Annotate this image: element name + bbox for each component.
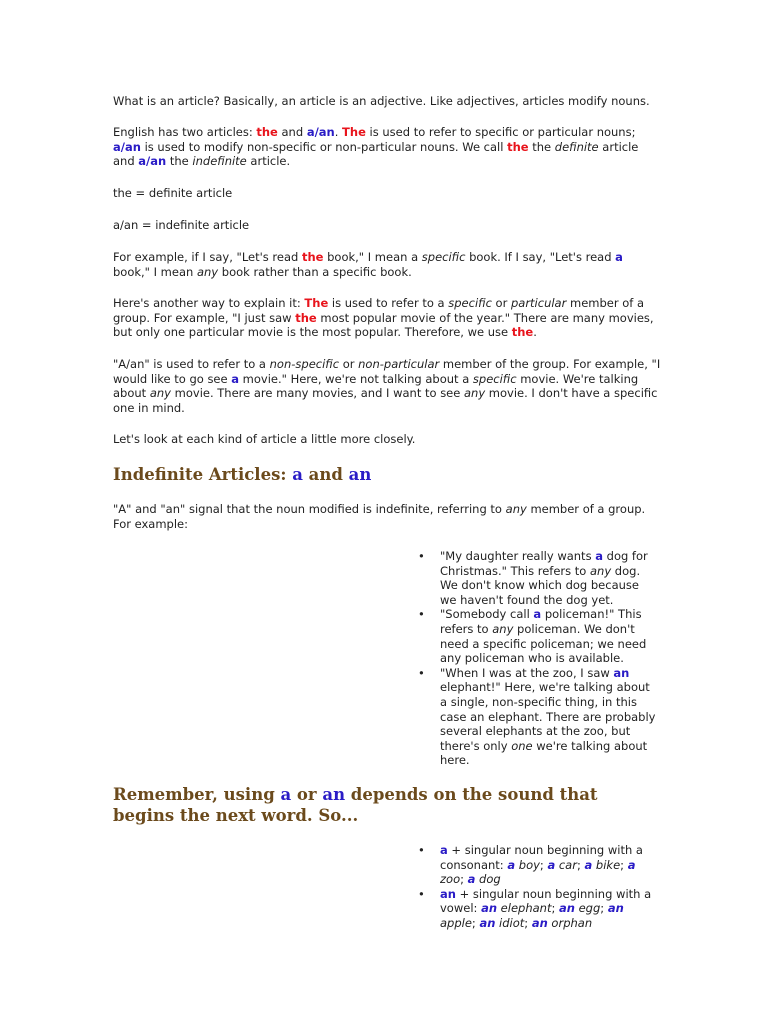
another-way-paragraph <box>113 296 661 340</box>
separator: ; <box>551 901 559 916</box>
heading-text: and <box>302 465 349 484</box>
article-the: the <box>301 250 324 264</box>
text: movie. I don't have a specific one in mind. <box>113 386 658 415</box>
article-an: an <box>607 901 624 916</box>
list-item <box>418 666 658 768</box>
article-a: a <box>280 785 292 804</box>
list-item <box>418 887 658 931</box>
bullet: • <box>418 843 425 857</box>
article-a: a <box>507 857 516 872</box>
text: book rather than a specific book. <box>218 264 412 279</box>
list-item <box>418 607 658 665</box>
article-a: a <box>292 465 303 484</box>
article-the: The <box>342 125 366 139</box>
closer-look-paragraph: Let's look at each kind of article a little more closely. <box>113 432 416 446</box>
text: + singular noun beginning with a consonant: <box>440 843 643 872</box>
text: elephant!" Here, we're talking about a single, non-specific thing, in this case an elephant. There are probably several elephants at the zoo, but there's only <box>440 680 656 753</box>
list-item <box>418 549 658 607</box>
text: the <box>528 139 555 154</box>
example-paragraph <box>113 250 661 279</box>
heading-text: Indefinite Articles: <box>113 465 293 484</box>
text: we're talking about here. <box>440 738 648 768</box>
remember-heading <box>113 784 653 826</box>
emphasis: any <box>149 386 171 401</box>
text: movie. We're talking about <box>113 371 639 401</box>
text: member of a group. For example: <box>113 502 646 531</box>
definite-article-line: the = definite article <box>113 186 233 200</box>
bullet: • <box>418 665 425 680</box>
emphasis: non-particular <box>358 357 440 371</box>
two-articles-paragraph <box>113 125 661 169</box>
example-noun: bike <box>592 857 621 872</box>
article-a: a <box>467 872 476 887</box>
indefinite-articles-heading <box>113 464 653 485</box>
text: book. If I say, "Let's read <box>465 250 616 264</box>
text: dog for Christmas." This refers to <box>440 549 648 578</box>
emphasis: particular <box>510 296 567 310</box>
text: "A/an" is used to refer to a <box>113 357 270 371</box>
emphasis: non-specific <box>269 357 340 371</box>
separator: ; <box>460 872 468 887</box>
text: is used to refer to a <box>328 296 449 310</box>
article-an: an <box>531 915 548 930</box>
article-a: a <box>584 857 593 872</box>
heading-text: Remember, using <box>113 785 281 804</box>
article-a-an: a/an <box>138 154 167 169</box>
separator: ; <box>620 857 628 872</box>
heading-text: or <box>291 785 323 804</box>
separator: ; <box>600 901 608 916</box>
example-noun: car <box>555 857 577 872</box>
text: "When I was at the zoo, I saw <box>440 665 614 680</box>
text: English has two articles: <box>113 125 257 139</box>
intro-paragraph: What is an article? Basically, an article is an adjective. Like adjectives, articles modify nouns. <box>113 94 650 108</box>
text: member of a group. For example, "I just saw <box>113 296 645 325</box>
article-an: an <box>558 901 575 916</box>
emphasis: indefinite <box>192 154 247 169</box>
text: or <box>339 357 359 371</box>
article-an: an <box>322 785 346 804</box>
article-an: an <box>440 886 456 901</box>
emphasis: any <box>505 502 527 516</box>
heading-text: depends on the sound that begins the next word. So... <box>113 785 598 825</box>
text: movie. There are many movies, and I want to see <box>171 386 464 401</box>
text: most popular movie of the year." There are many movies, but only one particular movie is the most popular. Therefore, we use <box>113 310 654 340</box>
text: article. <box>246 154 291 169</box>
article-a: a <box>615 250 623 264</box>
article-an: an <box>348 465 372 484</box>
example-noun: elephant <box>497 901 552 916</box>
emphasis: any <box>464 386 486 401</box>
text: policeman. We don't need a specific policeman; we need any policeman who is available. <box>440 621 647 666</box>
article-an: an <box>479 915 496 930</box>
text: member of the group. For example, "I would like to go see <box>113 357 661 386</box>
article-a-an: a/an <box>113 139 141 154</box>
article-a: a <box>627 857 636 872</box>
emphasis: definite <box>554 139 599 154</box>
a-an-rules-list <box>418 843 658 931</box>
emphasis: any <box>492 621 514 636</box>
bullet: • <box>418 886 425 901</box>
article-a: a <box>231 371 240 386</box>
example-noun: boy <box>515 857 540 872</box>
text: "Somebody call <box>440 607 534 622</box>
text: For example, if I say, "Let's read <box>113 250 302 264</box>
text: or <box>491 296 511 310</box>
signal-paragraph <box>113 502 661 531</box>
example-noun: egg <box>574 901 601 916</box>
article-the: The <box>304 296 329 310</box>
article-a: a <box>595 549 603 563</box>
text: is used to refer to specific or particular nouns; <box>365 125 636 139</box>
emphasis: specific <box>448 296 492 310</box>
separator: ; <box>576 857 585 872</box>
article-a-an: a/an <box>306 125 335 139</box>
indefinite-article-line: a/an = indefinite article <box>113 218 250 232</box>
article-the: the <box>507 139 529 154</box>
article-a: a <box>440 843 448 857</box>
article-an: an <box>613 665 630 680</box>
bullet: • <box>418 607 425 622</box>
example-noun: orphan <box>547 915 593 930</box>
a-an-paragraph <box>113 357 661 415</box>
article-an: an <box>481 901 498 916</box>
article-a: a <box>547 857 556 872</box>
text: book," I mean <box>113 264 197 279</box>
text: . <box>533 325 537 340</box>
article-the: the <box>511 325 534 340</box>
text: . <box>334 125 343 139</box>
separator: ; <box>471 915 480 930</box>
separator: ; <box>524 915 532 930</box>
example-noun: idiot <box>495 915 525 930</box>
text: book," I mean a <box>323 250 422 264</box>
text: "A" and "an" signal that the noun modified is indefinite, referring to <box>113 502 506 516</box>
list-item <box>418 843 658 887</box>
separator: ; <box>539 857 548 872</box>
article-a: a <box>533 607 542 622</box>
text: is used to modify non-specific or non-particular nouns. We call <box>140 139 508 154</box>
text: article and <box>113 139 639 169</box>
emphasis: any <box>590 563 612 578</box>
text: and <box>277 125 307 139</box>
example-noun: dog <box>475 872 501 887</box>
bullet: • <box>418 549 425 563</box>
text: policeman!" This refers to <box>440 607 642 636</box>
indefinite-examples-list <box>418 549 658 768</box>
text: movie." Here, we're not talking about a <box>239 371 473 386</box>
article-the: the <box>256 125 278 139</box>
text: Here's another way to explain it: <box>113 296 305 310</box>
article-the: the <box>295 310 317 325</box>
emphasis: any <box>196 264 219 279</box>
text: the <box>166 154 193 169</box>
emphasis: specific <box>421 250 466 264</box>
text: dog. We don't know which dog because we haven't found the dog yet. <box>440 563 641 607</box>
emphasis: one <box>511 738 533 753</box>
example-noun: apple <box>440 915 472 930</box>
text: + singular noun beginning with a vowel: <box>440 886 652 916</box>
example-noun: zoo <box>440 872 461 887</box>
emphasis: specific <box>472 371 517 386</box>
text: "My daughter really wants <box>440 549 596 563</box>
